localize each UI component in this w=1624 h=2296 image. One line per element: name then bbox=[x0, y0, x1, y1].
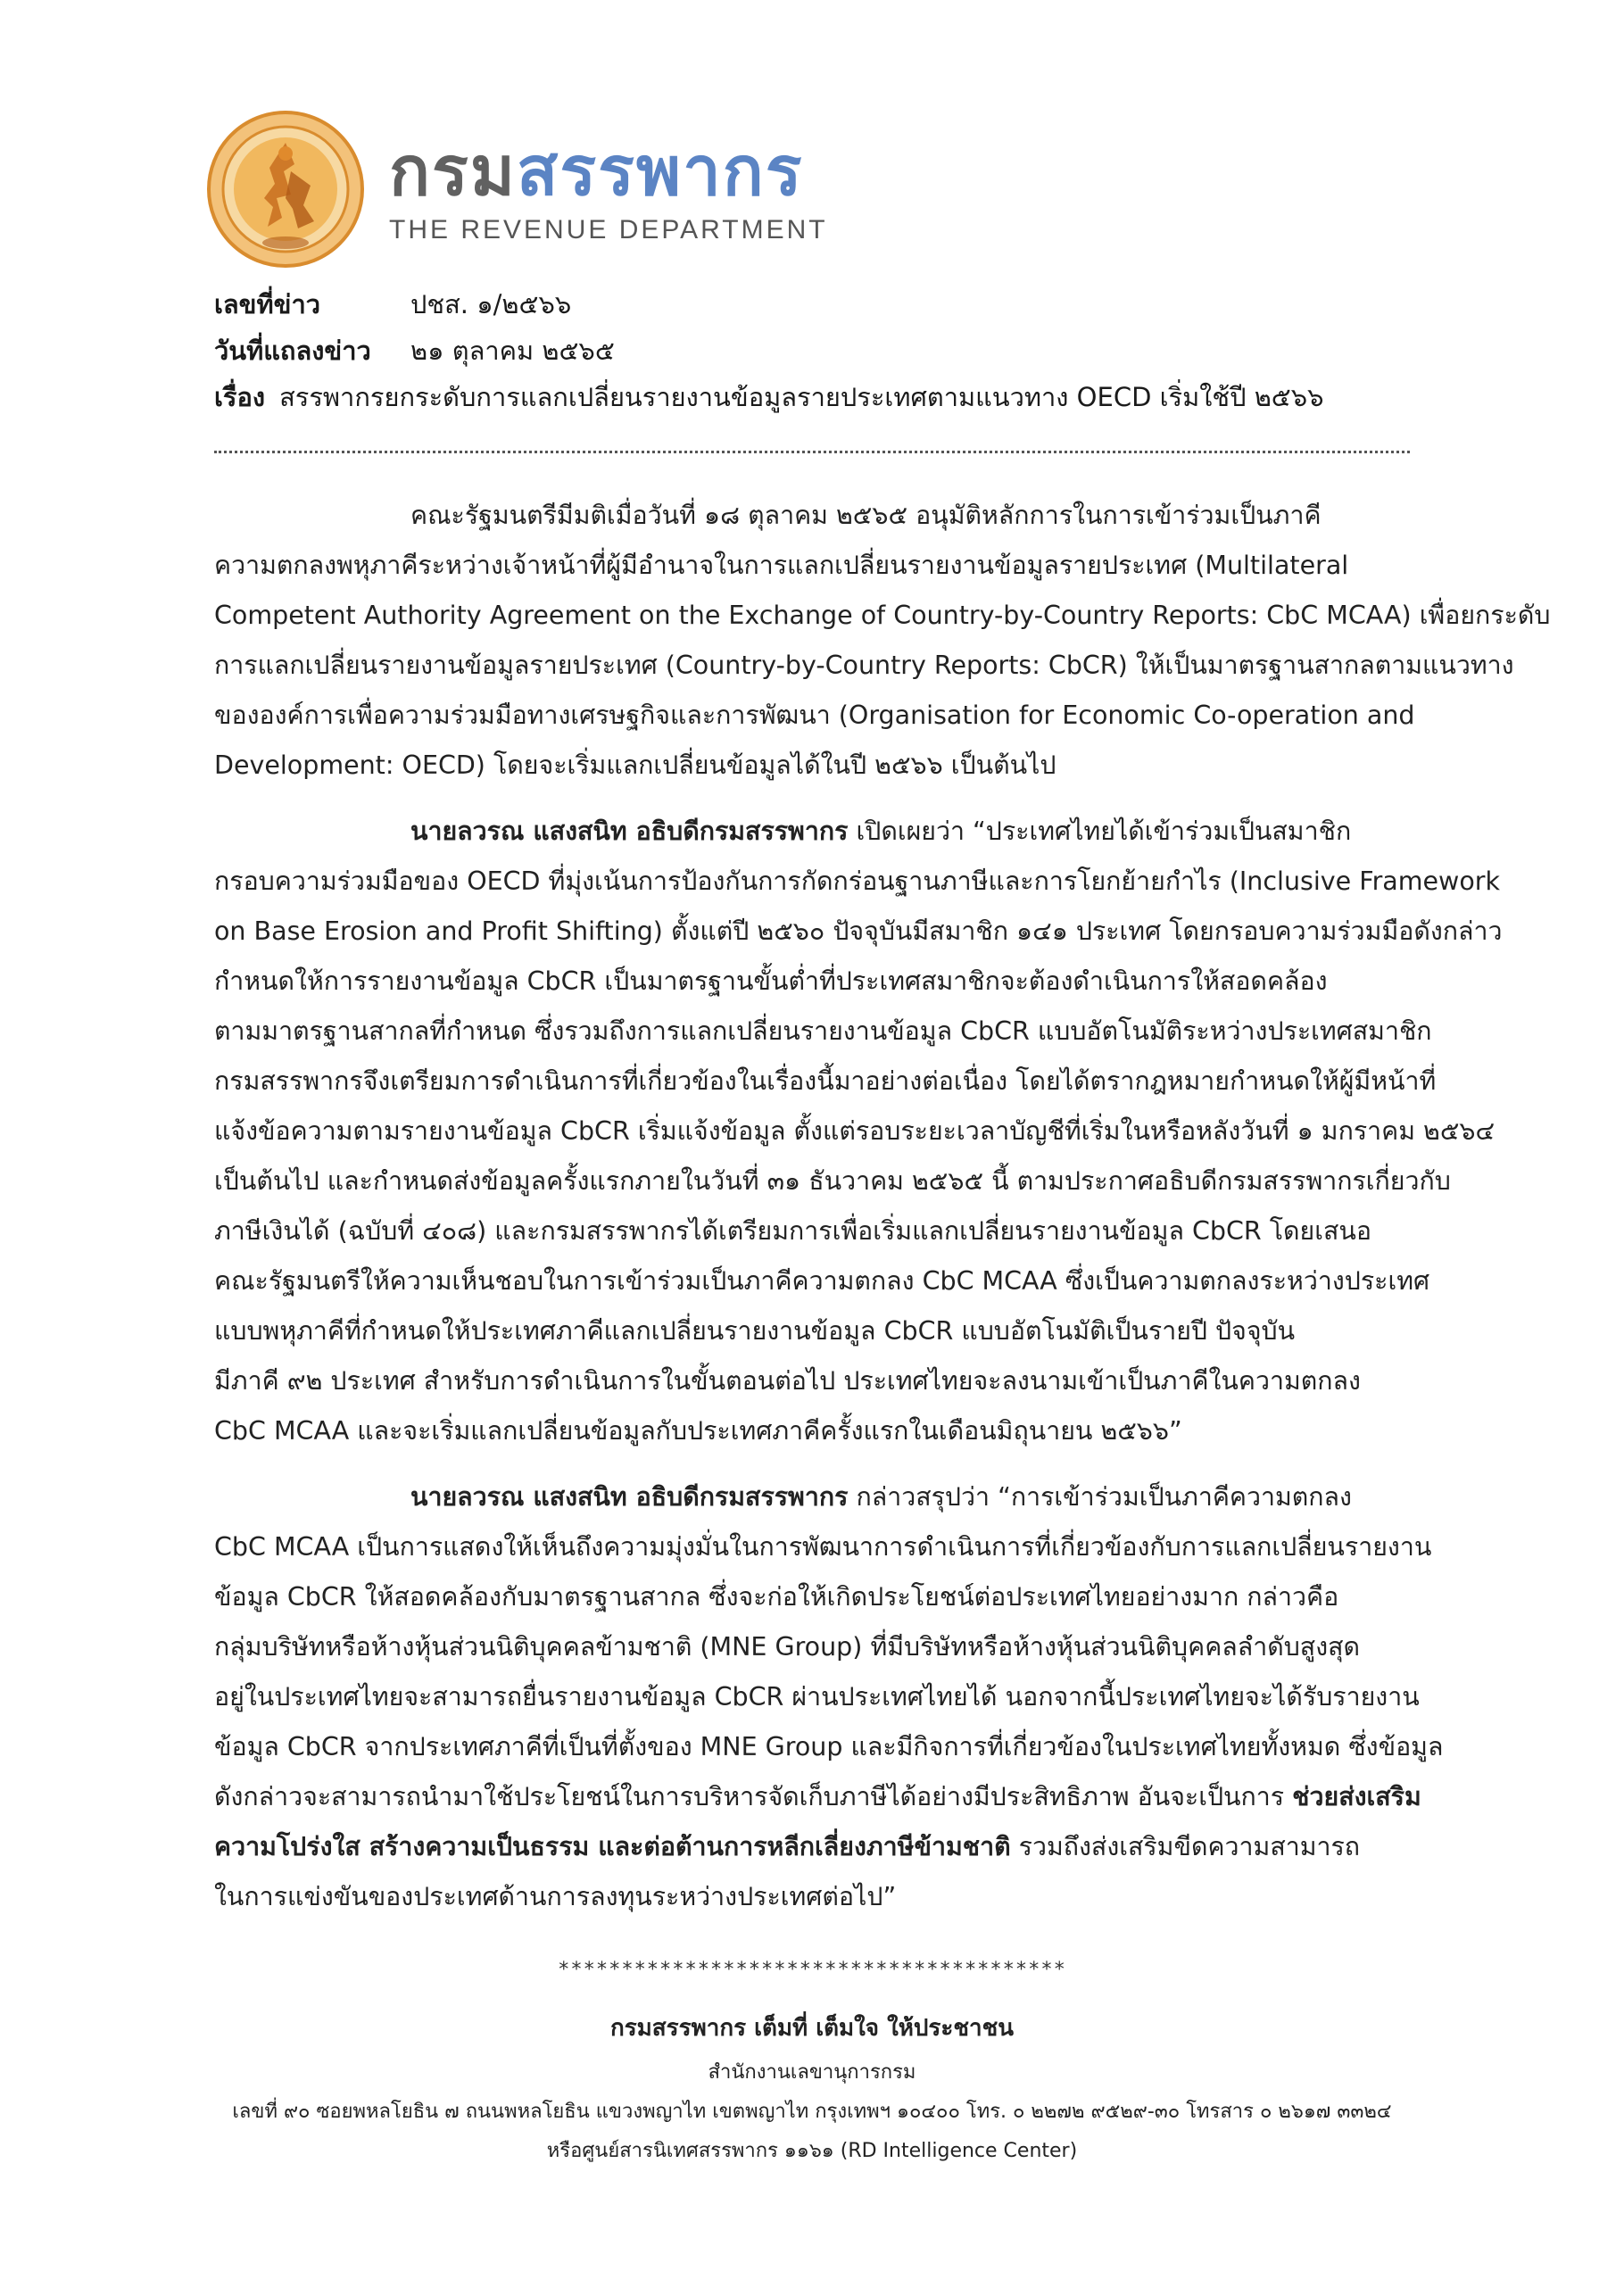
body-line: แจ้งข้อความตามรายงานข้อมูล CbCR เริ่มแจ้งข้อมูล ตั้งแต่รอบระยะเวลาบัญชีที่เริ่มในหรือหลังวันที่ ๑ มกราคม ๒๕๖๔ bbox=[214, 1116, 1496, 1146]
brand-english-name: THE REVENUE DEPARTMENT bbox=[389, 215, 828, 245]
brand-thai-kom: กรม bbox=[389, 131, 517, 211]
body-line: ในการแข่งขันของประเทศด้านการลงทุนระหว่างประเทศต่อไป” bbox=[214, 1882, 897, 1911]
body-line bbox=[214, 1772, 1517, 1822]
paragraph-3 bbox=[214, 1472, 1517, 1922]
body-line: Development: OECD) โดยจะเริ่มแลกเปลี่ยนข้อมูลได้ในปี ๒๕๖๖ เป็นต้นไป bbox=[214, 750, 1056, 780]
paragraph-2 bbox=[214, 807, 1517, 1456]
subject-label: เรื่อง bbox=[214, 382, 266, 412]
office-name: สำนักงานเลขานุการกรม bbox=[708, 2061, 916, 2084]
revenue-department-seal-icon bbox=[205, 109, 366, 269]
body-line bbox=[214, 807, 1517, 857]
body-line: ภาษีเงินได้ (ฉบับที่ ๔๐๘) และกรมสรรพากรได้เตรียมการเพื่อเริ่มแลกเปลี่ยนรายงานข้อมูล CbCR โดยเสนอ bbox=[214, 1216, 1371, 1246]
address: เลขที่ ๙๐ ซอยพหลโยธิน ๗ ถนนพหลโยธิน แขวงพญาไท เขตพญาไท กรุงเทพฯ ๑๐๔๐๐ โทร. ๐ ๒๒๗๒ ๙๕๒๙-๓๐ โทรสาร ๐ ๒๖๑๗ ๓๓๒๔ bbox=[232, 2101, 1392, 2123]
body-line: CbC MCAA และจะเริ่มแลกเปลี่ยนข้อมูลกับประเทศภาคีครั้งแรกในเดือนมิถุนายน ๒๕๖๖” bbox=[214, 1416, 1182, 1446]
body-line: Competent Authority Agreement on the Exchange of Country-by-Country Reports: CbC MCAA) เพื่อยกระดับ bbox=[214, 601, 1551, 630]
release-date-row bbox=[214, 330, 1446, 377]
body-line: กรมสรรพากรจึงเตรียมการดำเนินการที่เกี่ยวข้องในเรื่องนี้มาอย่างต่อเนื่อง โดยได้ตรากฎหมายกำหนดให้ผู้มีหน้าที่ bbox=[214, 1066, 1437, 1096]
speaker-name: นายลวรณ แสงสนิท อธิบดีกรมสรรพากร bbox=[410, 1482, 849, 1512]
paragraph-gap bbox=[214, 1456, 1517, 1472]
separator-stars: **************************************** bbox=[558, 1959, 1066, 1981]
body-line-normal: รวมถึงส่งเสริมขีดความสามารถ bbox=[1010, 1832, 1361, 1861]
body-line-emphasis: ช่วยส่งเสริม bbox=[1292, 1782, 1421, 1811]
body-line: ความตกลงพหุภาคีระหว่างเจ้าหน้าที่ผู้มีอำนาจในการแลกเปลี่ยนรายงานข้อมูลรายประเทศ (Multilateral bbox=[214, 551, 1349, 580]
footer bbox=[0, 2003, 1624, 2171]
body-line: CbC MCAA เป็นการแสดงให้เห็นถึงความมุ่งมั่นในการพัฒนาการดำเนินการที่เกี่ยวข้องกับการแลกเปลี่ยนรายงาน bbox=[214, 1532, 1432, 1562]
body-line bbox=[214, 1822, 1517, 1872]
subject-row bbox=[214, 377, 1446, 423]
press-body bbox=[214, 491, 1551, 1922]
news-meta bbox=[214, 284, 1446, 423]
body-line: ขององค์การเพื่อความร่วมมือทางเศรษฐกิจและการพัฒนา (Organisation for Economic Co-operation and bbox=[214, 700, 1415, 730]
brand-thai-name bbox=[389, 133, 828, 210]
body-line-emphasis: ความโปร่งใส สร้างความเป็นธรรม และต่อต้านการหลีกเลี่ยงภาษีข้ามชาติ bbox=[214, 1832, 1011, 1861]
body-line: กำหนดให้การรายงานข้อมูล CbCR เป็นมาตรฐานขั้นต่ำที่ประเทศสมาชิกจะต้องดำเนินการให้สอดคล้อง bbox=[214, 966, 1328, 996]
brand-wordmark bbox=[389, 133, 828, 245]
news-number-label: เลขที่ข่าว bbox=[214, 289, 321, 319]
body-line: ตามมาตรฐานสากลที่กำหนด ซึ่งรวมถึงการแลกเปลี่ยนรายงานข้อมูล CbCR แบบอัตโนมัติระหว่างประเทศสมาชิก bbox=[214, 1016, 1432, 1046]
paragraph-gap bbox=[214, 791, 1517, 807]
release-date-label: วันที่แถลงข่าว bbox=[214, 336, 371, 366]
header bbox=[205, 100, 828, 278]
body-line: แบบพหุภาคีที่กำหนดให้ประเทศภาคีแลกเปลี่ยนรายงานข้อมูล CbCR แบบอัตโนมัติเป็นรายปี ปัจจุบัน bbox=[214, 1316, 1296, 1346]
body-line: อยู่ในประเทศไทยจะสามารถยื่นรายงานข้อมูล CbCR ผ่านประเทศไทยได้ นอกจากนี้ประเทศไทยจะได้รับรายงาน bbox=[214, 1682, 1420, 1712]
release-date: ๒๑ ตุลาคม ๒๕๖๕ bbox=[410, 336, 615, 366]
body-line: ข้อมูล CbCR จากประเทศภาคีที่เป็นที่ตั้งของ MNE Group และมีกิจการที่เกี่ยวข้องในประเทศไทยทั้งหมด ซึ่งข้อมูล bbox=[214, 1732, 1444, 1761]
news-number-row bbox=[214, 284, 1446, 330]
body-line: กลุ่มบริษัทหรือห้างหุ้นส่วนนิติบุคคลข้ามชาติ (MNE Group) ที่มีบริษัทหรือห้างหุ้นส่วนนิติบุคคลลำดับสูงสุด bbox=[214, 1632, 1361, 1662]
body-line: การแลกเปลี่ยนรายงานข้อมูลรายประเทศ (Country-by-Country Reports: CbCR) ให้เป็นมาตรฐานสากลตามแนวทาง bbox=[214, 651, 1514, 680]
body-line-rest: เปิดเผยว่า “ประเทศไทยได้เข้าร่วมเป็นสมาชิก bbox=[848, 816, 1352, 846]
subject: สรรพากรยกระดับการแลกเปลี่ยนรายงานข้อมูลรายประเทศตามแนวทาง OECD เริ่มใช้ปี ๒๕๖๖ bbox=[279, 382, 1324, 412]
body-line-normal: ดังกล่าวจะสามารถนำมาใช้ประโยชน์ในการบริหารจัดเก็บภาษีได้อย่างมีประสิทธิภาพ อันจะเป็นการ bbox=[214, 1782, 1293, 1811]
body-line: ข้อมูล CbCR ให้สอดคล้องกับมาตรฐานสากล ซึ่งจะก่อให้เกิดประโยชน์ต่อประเทศไทยอย่างมาก กล่าวคือ bbox=[214, 1582, 1339, 1612]
paragraph-1 bbox=[214, 491, 1551, 791]
body-line: กรอบความร่วมมือของ OECD ที่มุ่งเน้นการป้องกันการกัดกร่อนฐานภาษีและการโยกย้ายกำไร (Inclusive Framework bbox=[214, 866, 1501, 896]
speaker-name: นายลวรณ แสงสนิท อธิบดีกรมสรรพากร bbox=[410, 816, 849, 846]
body-line-rest: กล่าวสรุปว่า “การเข้าร่วมเป็นภาคีความตกลง bbox=[848, 1482, 1352, 1512]
slogan: กรมสรรพากร เต็มที่ เต็มใจ ให้ประชาชน bbox=[609, 2015, 1015, 2042]
body-line: คณะรัฐมนตรีให้ความเห็นชอบในการเข้าร่วมเป็นภาคีความตกลง CbC MCAA ซึ่งเป็นความตกลงระหว่างประเทศ bbox=[214, 1266, 1430, 1296]
body-line: on Base Erosion and Profit Shifting) ตั้งแต่ปี ๒๕๖๐ ปัจจุบันมีสมาชิก ๑๔๑ ประเทศ โดยกรอบความร่วมมือดังกล่าว bbox=[214, 916, 1503, 946]
info-center: หรือศูนย์สารนิเทศสรรพากร ๑๑๖๑ (RD Intelligence Center) bbox=[546, 2140, 1078, 2162]
brand-thai-sanpakorn: สรรพากร bbox=[516, 131, 804, 211]
news-number: ปชส. ๑/๒๕๖๖ bbox=[410, 289, 572, 319]
body-line bbox=[214, 1472, 1517, 1522]
body-line: มีภาคี ๙๒ ประเทศ สำหรับการดำเนินการในขั้นตอนต่อไป ประเทศไทยจะลงนามเข้าเป็นภาคีในความตกลง bbox=[214, 1366, 1361, 1396]
body-line: เป็นต้นไป และกำหนดส่งข้อมูลครั้งแรกภายในวันที่ ๓๑ ธันวาคม ๒๕๖๕ นี้ ตามประกาศอธิบดีกรมสรรพากรเกี่ยวกับ bbox=[214, 1166, 1451, 1196]
dotted-divider bbox=[214, 451, 1410, 453]
body-line: คณะรัฐมนตรีมีมติเมื่อวันที่ ๑๘ ตุลาคม ๒๕๖๕ อนุมัติหลักการในการเข้าร่วมเป็นภาคี bbox=[410, 501, 1322, 530]
